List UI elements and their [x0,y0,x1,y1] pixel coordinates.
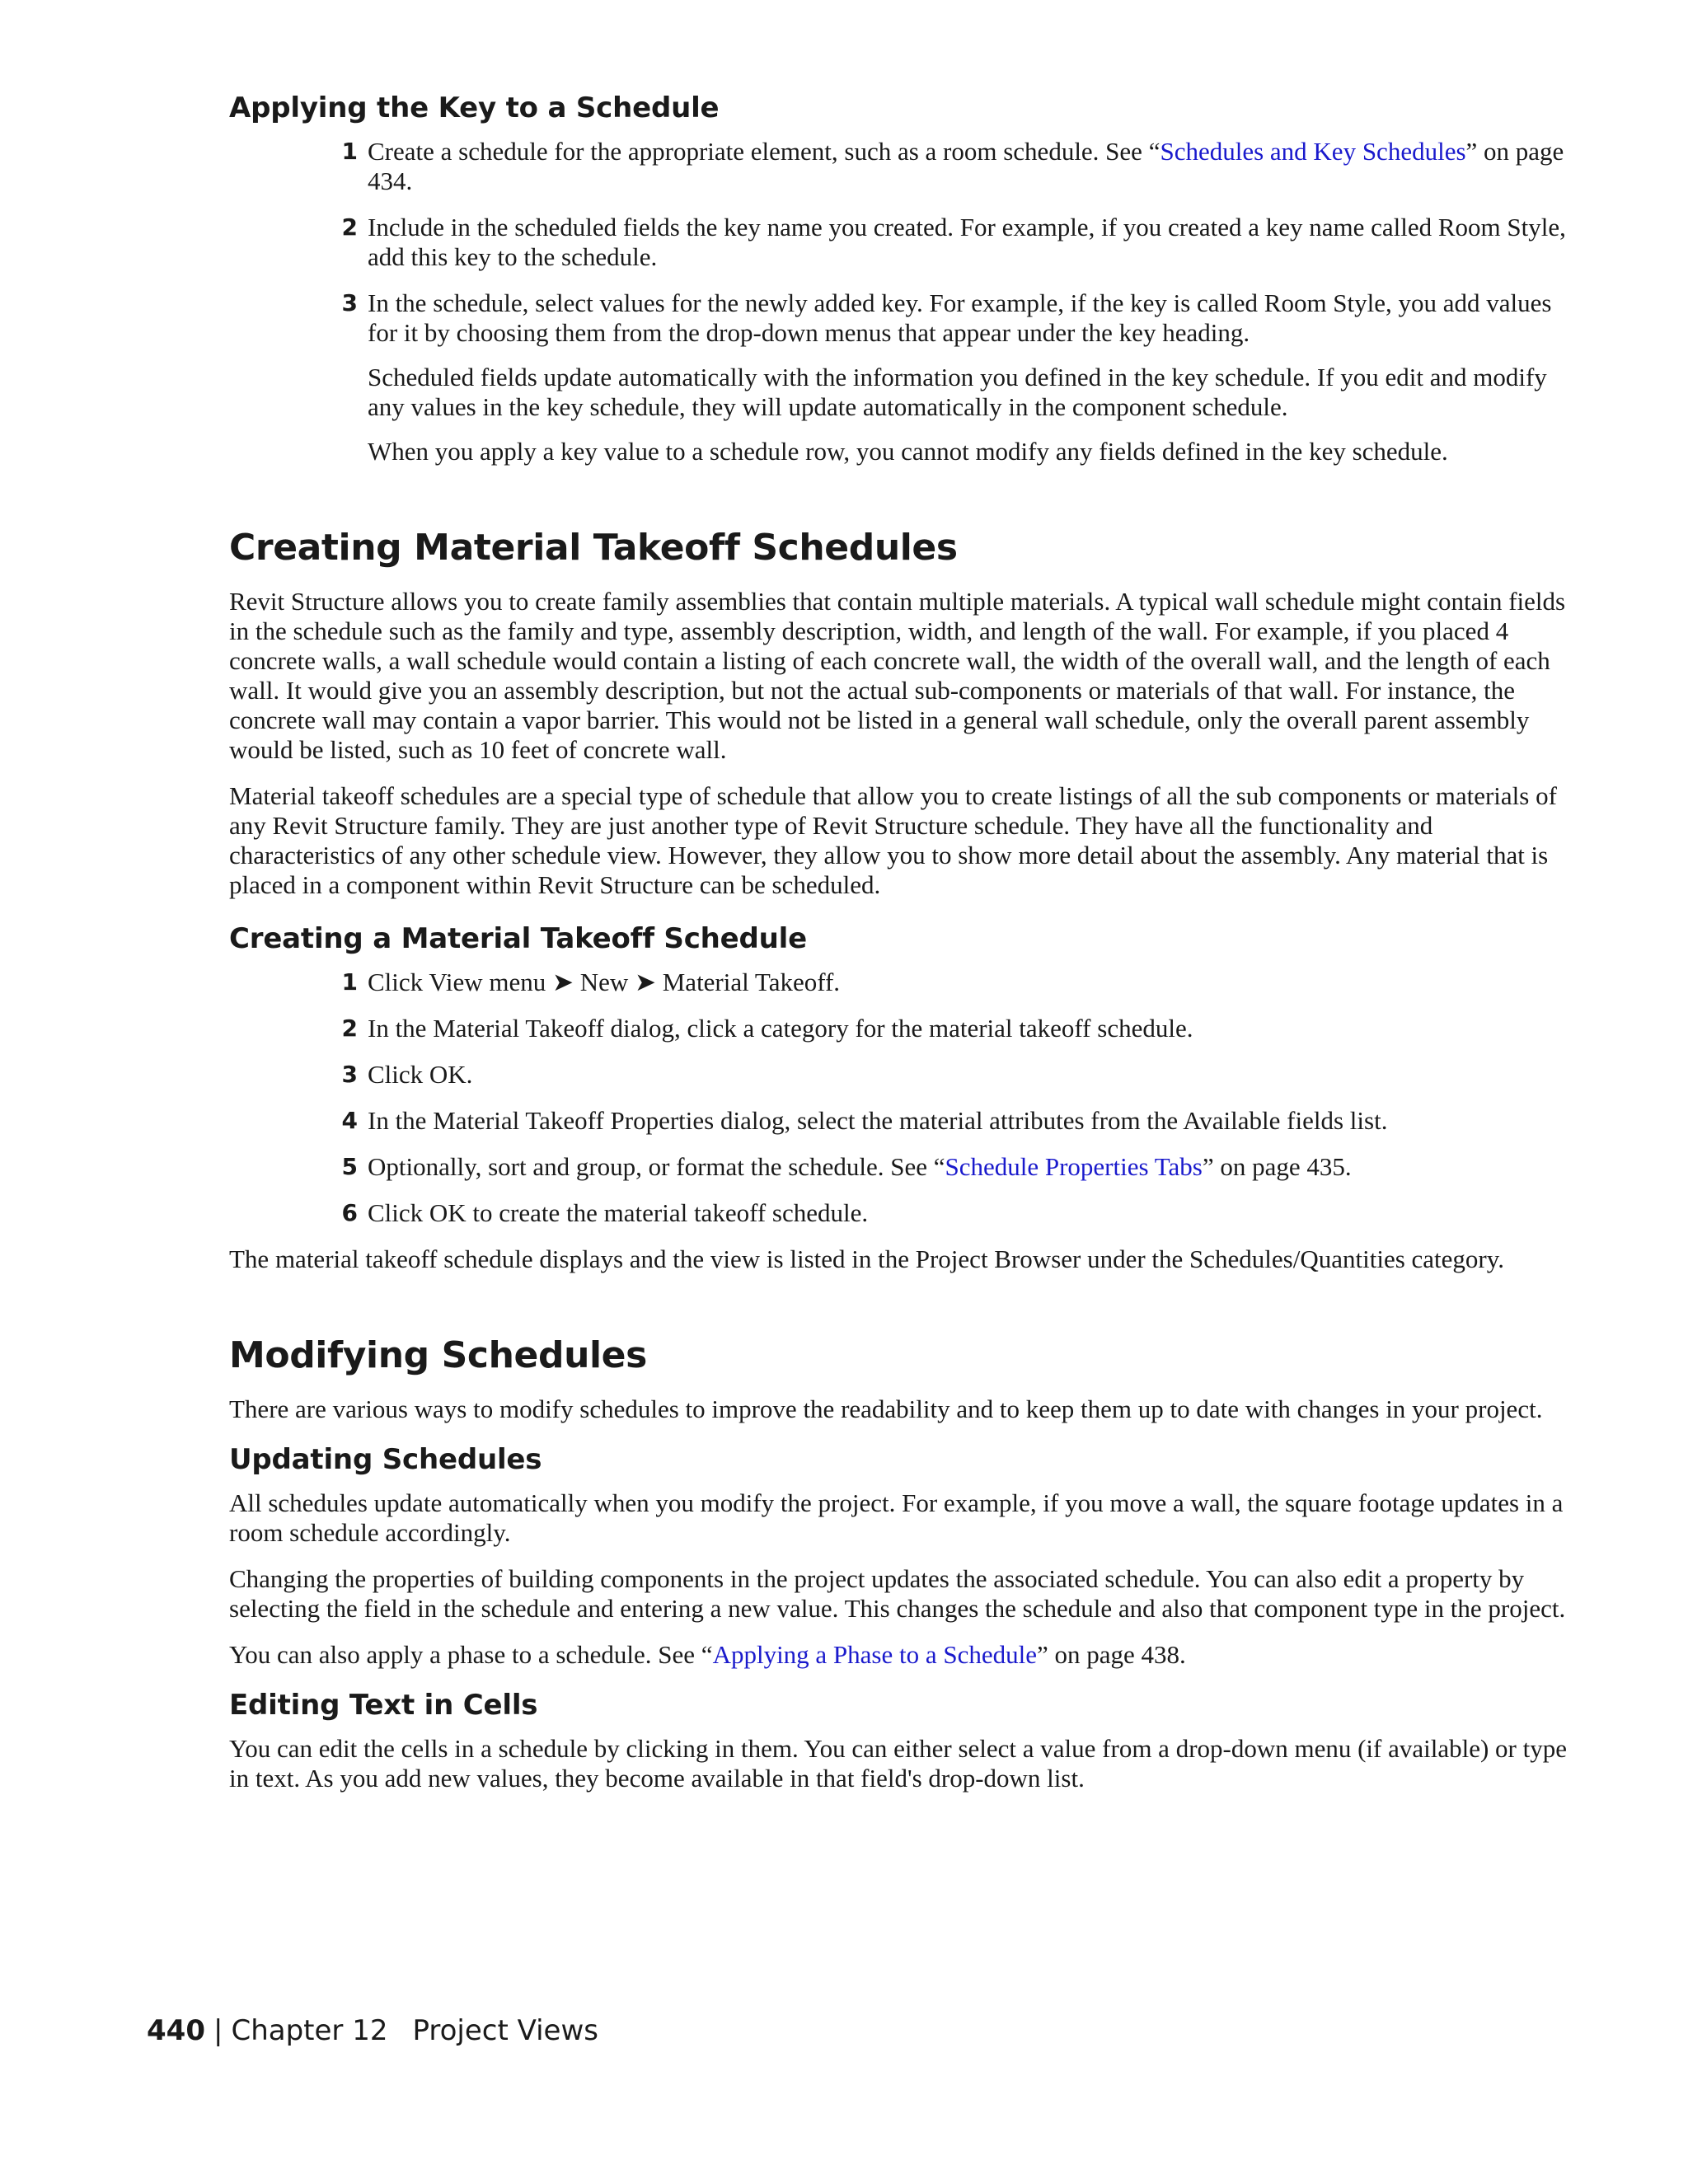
link-schedule-properties-tabs[interactable]: Schedule Properties Tabs [945,1152,1203,1181]
step-text: In the Material Takeoff Properties dialog, select the material attributes from the Available fields list. [368,1106,1388,1135]
step-number: 6 [341,1199,358,1226]
step-text-post: ” on page 434. [368,137,1564,195]
step-subparagraph: Scheduled fields update automatically with the information you defined in the key schedule. If you edit and modify any values in the key schedule, they will update automatically in the component schedule. [368,363,1547,421]
chapter-title: Project Views [412,2014,599,2047]
step-item [341,288,1581,466]
heading-modifying-schedules: Modifying Schedules [229,1334,647,1376]
step-item [341,137,1581,196]
step-text: Click View menu ➤ New ➤ Material Takeoff. [368,968,841,996]
paragraph: Revit Structure allows you to create family assemblies that contain multiple materials. A typical wall schedule might contain fields in the schedule such as the family and type, assembly description, width, and length of the wall. For example, if you placed 4 concrete walls, a wall schedule would contain a listing of each concrete wall, the width of the overall wall, and the length of each wall. It would give you an assembly description, but not the actual sub-components or materials of that wall. For instance, the concrete wall may contain a vapor barrier. This would not be listed in a general wall schedule, only the overall parent assembly would be listed, such as 10 feet of concrete wall. [229,587,1566,764]
paragraph: The material takeoff schedule displays and the view is listed in the Project Browser under the Schedules/Quantities category. [229,1244,1504,1273]
paragraph: Material takeoff schedules are a special type of schedule that allow you to create listings of all the sub components or materials of any Revit Structure family. They are just another type of Revit Structure schedule. They have all the functionality and characteristics of any other schedule view. However, they allow you to show more detail about the assembly. Any material that is placed in a component within Revit Structure can be scheduled. [229,781,1557,899]
step-item [341,1060,1581,1090]
step-number: 1 [341,968,358,996]
paragraph: Changing the properties of building components in the project updates the associated schedule. You can also edit a property by selecting the field in the schedule and entering a new value. This changes the schedule and also that component type in the project. [229,1564,1566,1623]
step-text: Click OK to create the material takeoff schedule. [368,1198,869,1227]
link-schedules-key-schedules[interactable]: Schedules and Key Schedules [1160,137,1466,166]
steps-applying-key [229,137,1581,466]
steps-material-takeoff [229,968,1581,1228]
step-item [341,968,1581,997]
step-item [341,1198,1581,1228]
step-number: 4 [341,1107,358,1134]
heading-creating-material-takeoff-schedule: Creating a Material Takeoff Schedule [229,922,807,955]
step-item [341,213,1581,272]
step-number: 3 [341,289,358,316]
step-number: 1 [341,138,358,165]
heading-applying-key: Applying the Key to a Schedule [229,91,720,124]
paragraph-text-post: ” on page 438. [1037,1640,1186,1669]
step-text: Optionally, sort and group, or format the schedule. See “ [368,1152,945,1181]
paragraph-text: You can also apply a phase to a schedule. See “ [229,1640,713,1669]
document-page [229,91,1581,1810]
heading-creating-material-takeoff-schedules: Creating Material Takeoff Schedules [229,527,958,569]
step-text: Click OK. [368,1060,473,1089]
heading-editing-text-in-cells: Editing Text in Cells [229,1689,538,1722]
step-item [341,1106,1581,1136]
step-item [341,1014,1581,1043]
paragraph: All schedules update automatically when you modify the project. For example, if you move a wall, the square footage updates in a room schedule accordingly. [229,1488,1564,1547]
heading-updating-schedules: Updating Schedules [229,1443,542,1476]
page-footer [147,2014,598,2047]
step-number: 3 [341,1061,358,1088]
step-number: 2 [341,1015,358,1042]
page-number: 440 [147,2014,205,2047]
chapter-label: Chapter 12 [231,2014,388,2047]
paragraph: You can edit the cells in a schedule by clicking in them. You can either select a value from a drop-down menu (if available) or type in text. As you add new values, they become available in that field's drop-down list. [229,1734,1568,1793]
step-text: Create a schedule for the appropriate element, such as a room schedule. See “ [368,137,1160,166]
step-item [341,1152,1581,1182]
link-applying-phase-to-schedule[interactable]: Applying a Phase to a Schedule [712,1640,1038,1669]
paragraph [229,1640,1581,1670]
step-number: 5 [341,1153,358,1180]
footer-separator: | [213,2014,223,2047]
step-text-post: ” on page 435. [1202,1152,1352,1181]
step-subparagraph: When you apply a key value to a schedule row, you cannot modify any fields defined in the key schedule. [368,437,1448,466]
step-text: Include in the scheduled fields the key name you created. For example, if you created a key name called Room Style, add this key to the schedule. [368,213,1566,271]
step-text: In the Material Takeoff dialog, click a category for the material takeoff schedule. [368,1014,1193,1043]
paragraph: There are various ways to modify schedules to improve the readability and to keep them up to date with changes in your project. [229,1394,1543,1423]
step-text: In the schedule, select values for the newly added key. For example, if the key is called Room Style, you add values for it by choosing them from the drop-down menus that appear under the key heading. [368,288,1552,347]
step-number: 2 [341,213,358,241]
